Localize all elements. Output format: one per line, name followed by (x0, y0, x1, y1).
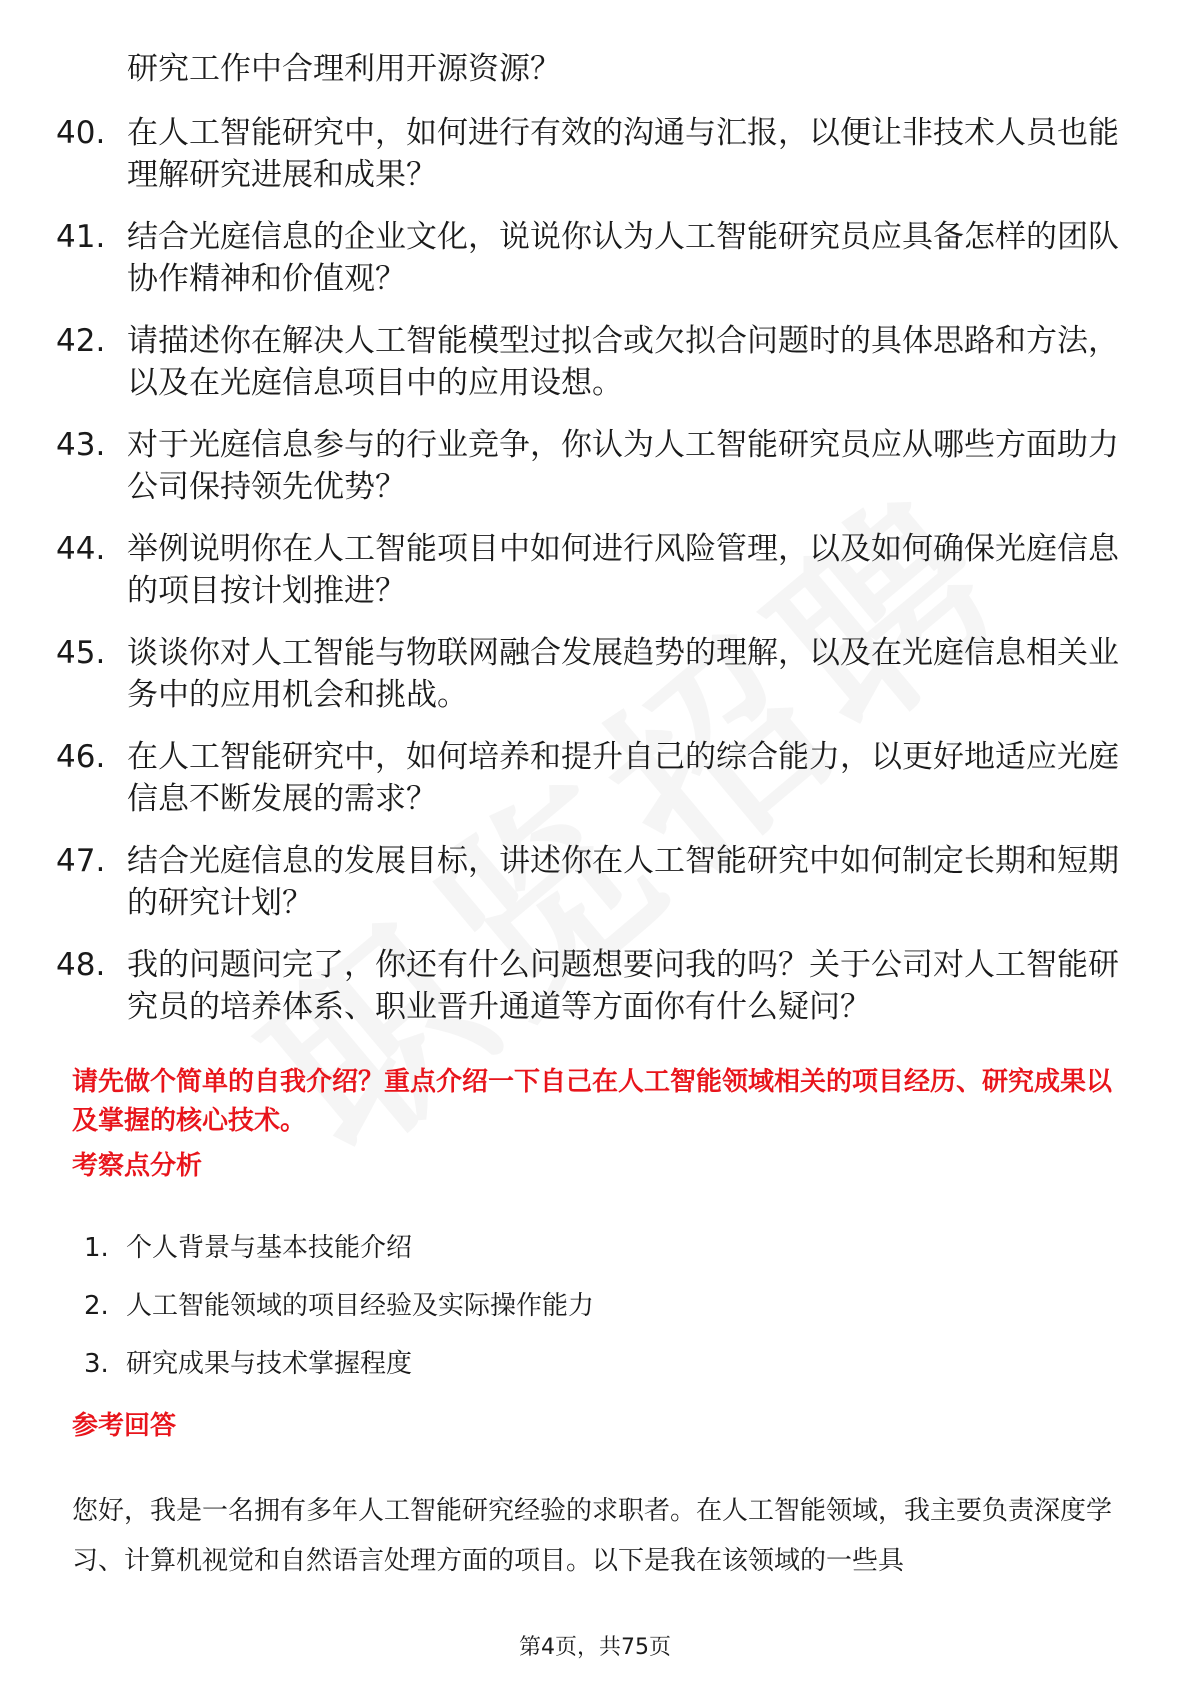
analysis-item (84, 1346, 594, 1404)
question-item (56, 112, 1126, 216)
reference-answer: 您好，我是一名拥有多年人工智能研究经验的求职者。在人工智能领域，我主要负责深度学习、计算机视觉和自然语言处理方面的项目。以下是我在该领域的一些具 (72, 1496, 1113, 1576)
analysis-number: 3. (84, 1349, 109, 1379)
question-text: 结合光庭信息的企业文化，说说你认为人工智能研究员应具备怎样的团队协作精神和价值观？ (127, 219, 1119, 297)
analysis-text: 个人背景与基本技能介绍 (126, 1233, 413, 1263)
question-item (56, 216, 1126, 320)
analysis-text: 人工智能领域的项目经验及实际操作能力 (126, 1291, 595, 1321)
question-text: 在人工智能研究中，如何进行有效的沟通与汇报，以便让非技术人员也能理解研究进展和成果？ (127, 115, 1119, 193)
question-item (56, 320, 1126, 424)
question-number: 41. (56, 219, 106, 255)
question-item (56, 944, 1126, 1048)
question-continuation: 研究工作中合理利用开源资源？ (127, 51, 561, 87)
analysis-number: 2. (84, 1291, 109, 1321)
question-number: 42. (56, 323, 106, 359)
question-text: 对于光庭信息参与的行业竞争，你认为人工智能研究员应从哪些方面助力公司保持领先优势？ (127, 427, 1119, 505)
question-text: 在人工智能研究中，如何培养和提升自己的综合能力，以更好地适应光庭信息不断发展的需求？ (127, 739, 1119, 817)
question-item (56, 736, 1126, 840)
reference-heading: 参考回答 (72, 1411, 177, 1441)
question-number: 40. (56, 115, 106, 151)
analysis-list (84, 1230, 594, 1404)
question-number: 48. (56, 947, 106, 983)
featured-question: 请先做个简单的自我介绍？重点介绍一下自己在人工智能领域相关的项目经历、研究成果以及掌握的核心技术。 (72, 1067, 1113, 1136)
question-text: 谈谈你对人工智能与物联网融合发展趋势的理解，以及在光庭信息相关业务中的应用机会和挑战。 (127, 635, 1119, 713)
question-number: 43. (56, 427, 106, 463)
question-number: 44. (56, 531, 106, 567)
analysis-text: 研究成果与技术掌握程度 (126, 1349, 413, 1379)
question-number: 45. (56, 635, 106, 671)
question-item (56, 840, 1126, 944)
analysis-item (84, 1288, 594, 1346)
question-text: 请描述你在解决人工智能模型过拟合或欠拟合问题时的具体思路和方法，以及在光庭信息项目中的应用设想。 (127, 323, 1119, 401)
analysis-number: 1. (84, 1233, 109, 1263)
question-text: 我的问题问完了，你还有什么问题想要问我的吗？关于公司对人工智能研究员的培养体系、职业晋升通道等方面你有什么疑问？ (127, 947, 1119, 1025)
question-number: 46. (56, 739, 106, 775)
question-item (56, 528, 1126, 632)
page-number: 第4页，共75页 (519, 1635, 671, 1660)
question-item (56, 632, 1126, 736)
question-text: 举例说明你在人工智能项目中如何进行风险管理，以及如何确保光庭信息的项目按计划推进？ (127, 531, 1119, 609)
question-number: 47. (56, 843, 106, 879)
question-text: 结合光庭信息的发展目标，讲述你在人工智能研究中如何制定长期和短期的研究计划？ (127, 843, 1119, 921)
question-item (56, 424, 1126, 528)
question-list (56, 112, 1126, 1048)
analysis-item (84, 1230, 594, 1288)
analysis-heading: 考察点分析 (72, 1151, 203, 1181)
